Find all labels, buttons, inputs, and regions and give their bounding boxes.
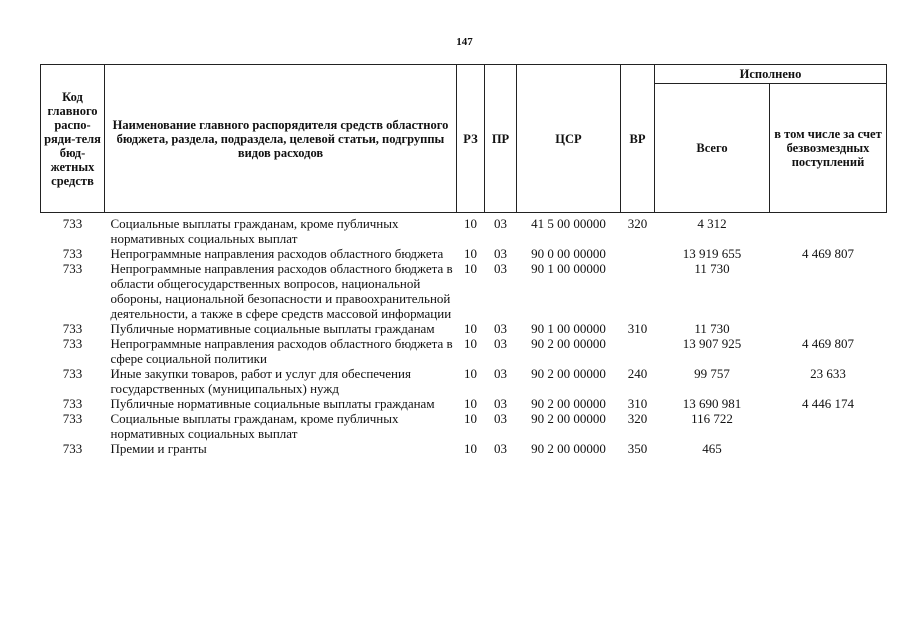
row-free xyxy=(770,441,887,456)
row-rz: 10 xyxy=(464,216,477,231)
row-csr: 90 2 00 00000 xyxy=(531,396,606,411)
row-pr: 03 xyxy=(494,366,507,381)
page-number: 147 xyxy=(456,36,473,48)
row-csr: 90 2 00 00000 xyxy=(531,366,606,381)
header-name: Наименование главного распорядителя средств областного бюджета, раздела, подраздела, целевой статьи, подгруппы видов расходов xyxy=(105,65,457,213)
header-free: в том числе за счет безвозмездных поступлений xyxy=(770,84,887,213)
row-kod: 733 xyxy=(62,336,83,351)
row-csr: 90 1 00 00000 xyxy=(531,261,606,276)
row-total: 13 690 981 xyxy=(682,396,742,411)
row-rz: 10 xyxy=(464,246,477,261)
row-kod: 733 xyxy=(62,441,83,456)
header-csr: ЦСР xyxy=(517,65,621,213)
row-kod: 733 xyxy=(62,411,83,426)
table-row xyxy=(41,261,887,321)
row-kod: 733 xyxy=(62,396,83,411)
row-free xyxy=(770,216,887,246)
row-vr xyxy=(621,336,655,366)
row-pr: 03 xyxy=(494,336,507,351)
row-total: 465 xyxy=(702,441,722,456)
row-name: Непрограммные направления расходов областного бюджета xyxy=(110,246,444,261)
row-name: Социальные выплаты гражданам, кроме публичных нормативных социальных выплат xyxy=(110,411,399,441)
row-name: Премии и гранты xyxy=(110,441,207,456)
row-vr xyxy=(621,246,655,261)
row-pr: 03 xyxy=(494,321,507,336)
row-csr: 90 0 00 00000 xyxy=(531,246,606,261)
row-pr: 03 xyxy=(494,411,507,426)
row-csr: 90 2 00 00000 xyxy=(531,441,606,456)
row-pr: 03 xyxy=(494,261,507,276)
row-rz: 10 xyxy=(464,411,477,426)
table-row xyxy=(41,336,887,366)
table-row xyxy=(41,246,887,261)
row-kod: 733 xyxy=(62,366,83,381)
row-pr: 03 xyxy=(494,216,507,231)
row-pr: 03 xyxy=(494,246,507,261)
row-free xyxy=(770,411,887,441)
row-free xyxy=(770,321,887,336)
row-total: 4 312 xyxy=(697,216,727,231)
row-vr: 350 xyxy=(627,441,648,456)
row-rz: 10 xyxy=(464,321,477,336)
row-vr: 320 xyxy=(627,216,648,231)
row-name: Публичные нормативные социальные выплаты гражданам xyxy=(110,321,435,336)
row-vr: 310 xyxy=(627,321,648,336)
row-vr xyxy=(621,261,655,321)
row-name: Публичные нормативные социальные выплаты гражданам xyxy=(110,396,435,411)
table-row xyxy=(41,216,887,246)
table-header xyxy=(41,65,887,213)
row-total: 13 919 655 xyxy=(682,246,742,261)
row-pr: 03 xyxy=(494,441,507,456)
table-row xyxy=(41,366,887,396)
table-row xyxy=(41,396,887,411)
header-rz: РЗ xyxy=(457,65,485,213)
row-csr: 90 1 00 00000 xyxy=(531,321,606,336)
header-kod: Код главного распо-ряди-теля бюд-жетных средств xyxy=(41,65,105,213)
row-kod: 733 xyxy=(62,246,83,261)
budget-table xyxy=(40,64,887,456)
row-total: 13 907 925 xyxy=(682,336,742,351)
row-free: 4 469 807 xyxy=(802,246,854,261)
row-kod: 733 xyxy=(62,216,83,231)
table-body xyxy=(41,213,887,457)
row-csr: 41 5 00 00000 xyxy=(531,216,606,231)
row-pr: 03 xyxy=(494,396,507,411)
row-vr: 320 xyxy=(627,411,648,426)
table-row xyxy=(41,441,887,456)
row-rz: 10 xyxy=(464,336,477,351)
row-free: 4 446 174 xyxy=(802,396,854,411)
header-ispolneno: Исполнено xyxy=(655,65,887,84)
row-vr: 310 xyxy=(627,396,648,411)
row-rz: 10 xyxy=(464,396,477,411)
header-pr: ПР xyxy=(485,65,517,213)
row-kod: 733 xyxy=(62,261,83,276)
row-rz: 10 xyxy=(464,441,477,456)
row-name: Социальные выплаты гражданам, кроме публичных нормативных социальных выплат xyxy=(110,216,399,246)
row-csr: 90 2 00 00000 xyxy=(531,336,606,351)
row-total: 116 722 xyxy=(691,411,733,426)
row-free: 4 469 807 xyxy=(802,336,854,351)
row-kod: 733 xyxy=(62,321,83,336)
row-total: 11 730 xyxy=(694,321,730,336)
row-name: Непрограммные направления расходов областного бюджета в области общегосударственных вопросов, национальной обороны, национальной безопасности и правоохранительной деятельности, а также в сфере средств массовой информации xyxy=(110,261,453,321)
header-total: Всего xyxy=(655,84,770,213)
row-csr: 90 2 00 00000 xyxy=(531,411,606,426)
table-row xyxy=(41,411,887,441)
row-free xyxy=(770,261,887,321)
row-vr: 240 xyxy=(627,366,648,381)
row-name: Непрограммные направления расходов областного бюджета в сфере социальной политики xyxy=(110,336,453,366)
row-free: 23 633 xyxy=(810,366,846,381)
row-total: 99 757 xyxy=(694,366,730,381)
row-rz: 10 xyxy=(464,261,477,276)
header-vr: ВР xyxy=(621,65,655,213)
table-row xyxy=(41,321,887,336)
row-rz: 10 xyxy=(464,366,477,381)
row-name: Иные закупки товаров, работ и услуг для обеспечения государственных (муниципальных) нужд xyxy=(110,366,411,396)
row-total: 11 730 xyxy=(694,261,730,276)
